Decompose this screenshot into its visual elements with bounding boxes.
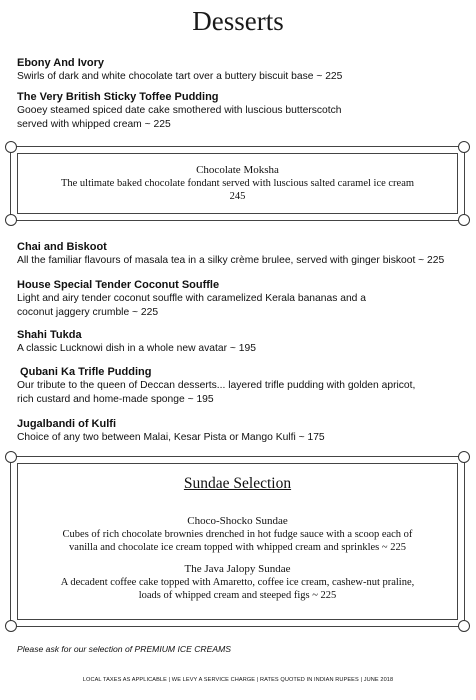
item-name: Chai and Biskoot <box>17 241 107 253</box>
footer-disclaimer: LOCAL TAXES AS APPLICABLE | WE LEVY A SERVICE CHARGE | RATES QUOTED IN INDIAN RUPEES | JUNE 2018 <box>82 677 394 683</box>
item-description: Our tribute to the queen of Deccan desserts... layered trifle pudding with golden apricot, rich custard and home-made sponge ~ 195 <box>17 380 416 405</box>
premium-ice-cream-note: Please ask for our selection of PREMIUM ICE CREAMS <box>17 644 231 654</box>
corner-ornament-icon <box>5 620 17 632</box>
item-description: Swirls of dark and white chocolate tart over a buttery biscuit base ~ 225 <box>17 71 343 82</box>
menu-item <box>17 328 462 356</box>
featured-item <box>11 164 464 203</box>
item-name: Qubani Ka Trifle Pudding <box>17 366 152 378</box>
corner-ornament-icon <box>458 141 470 153</box>
section-heading: Sundae Selection <box>183 475 292 492</box>
item-description: A classic Lucknowi dish in a whole new avatar ~ 195 <box>17 343 256 354</box>
menu-item <box>17 56 462 84</box>
item-description: Light and airy tender coconut souffle with caramelized Kerala bananas and a coconut jaggery crumble ~ 225 <box>17 293 366 318</box>
sundae-item <box>11 563 464 602</box>
menu-item <box>17 365 462 407</box>
corner-ornament-icon <box>5 451 17 463</box>
item-name: The Java Jalopy Sundae <box>184 563 291 575</box>
item-description: A decadent coffee cake topped with Amaretto, coffee ice cream, cashew-nut praline, loads of whipped cream and steeped figs ~ 225 <box>60 577 415 601</box>
corner-ornament-icon <box>458 214 470 226</box>
item-description: Cubes of rich chocolate brownies drenched in hot fudge sauce with a scoop each of vanilla and chocolate ice cream topped with whipped cream and sprinkles ~ 225 <box>62 529 413 553</box>
page-title: Desserts <box>192 6 284 36</box>
item-description: All the familiar flavours of masala tea in a silky crème brulee, served with ginger biskoot ~ 225 <box>17 255 445 266</box>
item-name: Jugalbandi of Kulfi <box>17 418 116 430</box>
item-description: The ultimate baked chocolate fondant served with luscious salted caramel ice cream 245 <box>60 178 415 202</box>
featured-frame <box>10 146 465 221</box>
item-name: Ebony And Ivory <box>17 57 104 69</box>
item-name: Chocolate Moksha <box>196 164 279 176</box>
item-description: Gooey steamed spiced date cake smothered with luscious butterscotch served with whipped cream ~ 225 <box>17 105 342 130</box>
item-name: Shahi Tukda <box>17 329 82 341</box>
item-name: House Special Tender Coconut Souffle <box>17 279 220 291</box>
corner-ornament-icon <box>5 214 17 226</box>
item-name: The Very British Sticky Toffee Pudding <box>17 91 219 103</box>
item-description: Choice of any two between Malai, Kesar Pista or Mango Kulfi ~ 175 <box>17 432 325 443</box>
sundae-item <box>11 515 464 554</box>
corner-ornament-icon <box>458 451 470 463</box>
corner-ornament-icon <box>5 141 17 153</box>
menu-item <box>17 278 462 320</box>
menu-item <box>17 90 462 132</box>
menu-item <box>17 417 462 445</box>
sundae-frame <box>10 456 465 627</box>
corner-ornament-icon <box>458 620 470 632</box>
menu-item <box>17 240 462 268</box>
item-name: Choco-Shocko Sundae <box>187 515 288 527</box>
